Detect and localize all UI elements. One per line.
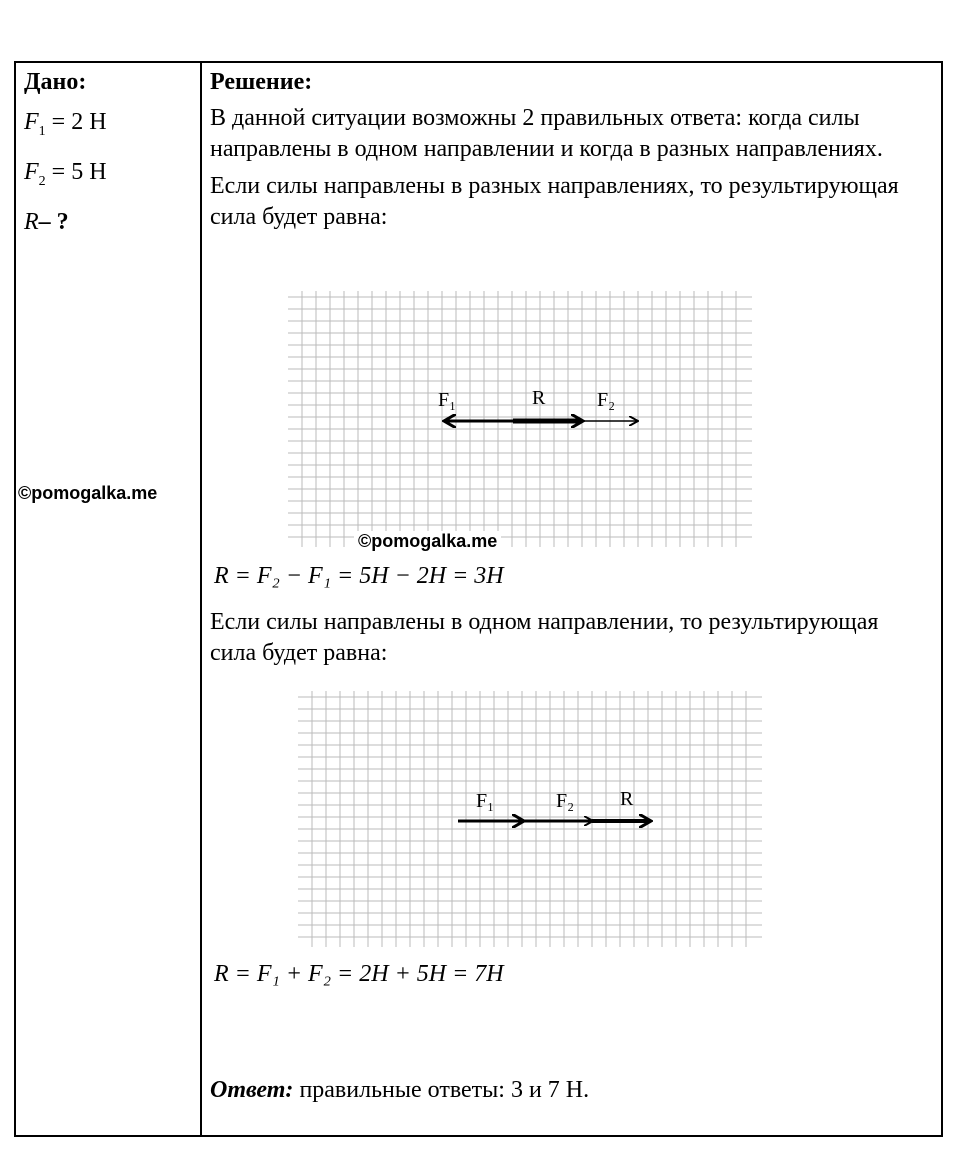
f2-label: F₂ bbox=[556, 790, 575, 812]
given-unknown: R– ? bbox=[24, 208, 69, 235]
intro-text: В данной ситуации возможны 2 правильных ответа: когда силы направлены в одном направлении и когда в разных направлениях. bbox=[210, 105, 883, 162]
answer-line bbox=[210, 1077, 589, 1104]
solution-column bbox=[210, 67, 930, 233]
f1-label: F₁ bbox=[476, 790, 495, 812]
vector-grid-opposite bbox=[288, 291, 752, 547]
answer-text: правильные ответы: 3 и 7 Н. bbox=[293, 1077, 590, 1103]
watermark-grid: ©pomogalka.me bbox=[354, 531, 501, 552]
solution-header: Решение: bbox=[210, 69, 313, 95]
r-label: R bbox=[620, 788, 634, 810]
given-header: Дано: bbox=[24, 69, 87, 95]
formula-sum: R = F₁ + F₂ = 2H + 5H = 7H bbox=[214, 961, 504, 987]
answer-label: Ответ: bbox=[210, 1077, 294, 1103]
vector-diagram-opposite bbox=[288, 291, 752, 547]
vector-grid-same bbox=[298, 691, 762, 947]
watermark: ©pomogalka.me bbox=[18, 483, 158, 503]
case1-text: Если силы направлены в разных направлениях, то результирующая сила будет равна: bbox=[210, 173, 899, 230]
case2-block bbox=[210, 601, 930, 669]
vector-diagram-same bbox=[298, 691, 762, 947]
formula-difference: R = F₂ − F₁ = 5H − 2H = 3H bbox=[214, 563, 504, 589]
given-column bbox=[24, 67, 194, 237]
case2-text: Если силы направлены в одном направлении, то результирующая сила будет равна: bbox=[210, 609, 879, 666]
f1-label: F₁ bbox=[438, 389, 457, 411]
r-label: R bbox=[532, 387, 546, 409]
solution-table bbox=[14, 61, 943, 1137]
column-divider bbox=[200, 63, 202, 1135]
given-f1: $F_1 = 2$ Н bbox=[24, 109, 107, 139]
f2-label: F₂ bbox=[597, 389, 616, 411]
given-f2: $F_2 = 5$ Н bbox=[24, 158, 107, 189]
